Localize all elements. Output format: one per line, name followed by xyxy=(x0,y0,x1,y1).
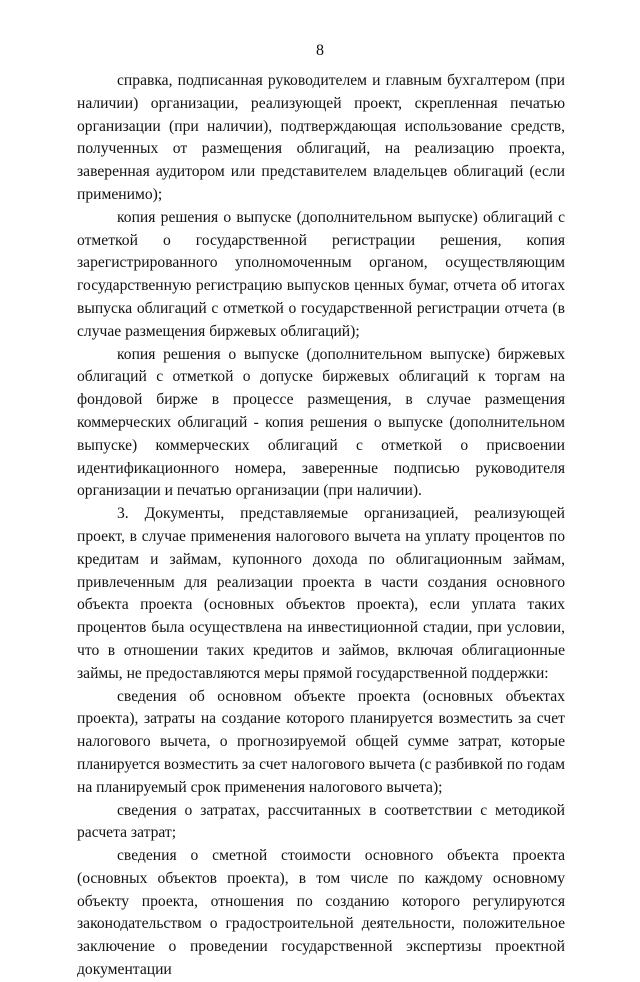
paragraph-cost-info: сведения о затратах, рассчитанных в соответствии с методикой расчета затрат; xyxy=(77,801,565,842)
page-number: 8 xyxy=(316,42,324,59)
paragraph-bond-issue-decision: копия решения о выпуске (дополнительном выпуске) облигаций с отметкой о государственной регистрации решения, копия зарегистрированного уполномоченным органом, осуществляющим государственную регистрацию выпусков ценных бумаг, отчета об итогах выпуска облигаций с отметкой о государственной регистрации отчета (в случае размещения биржевых облигаций); xyxy=(77,208,565,340)
paragraph-main-object-info: сведения об основном объекте проекта (основных объектах проекта), затраты на создание которого планируется возместить за счет налогового вычета, о прогнозируемой общей сумме затрат, которые планируется возместить за счет налогового вычета (с разбивкой по годам на планируемый срок применения налогового вычета); xyxy=(77,687,565,796)
paragraph-exchange-bonds-decision: копия решения о выпуске (дополнительном выпуске) биржевых облигаций с отметкой о допуске биржевых облигаций к торгам на фондовой бирже в процессе размещения, в случае размещения коммерческих облигаций - копия решения о выпуске (дополнительном выпуске) коммерческих облигаций с отметкой о присвоении идентификационного номера, заверенные подписью руководителя организации и печатью организации (при наличии). xyxy=(77,345,565,500)
paragraph-certificate: справка, подписанная руководителем и главным бухгалтером (при наличии) организации, реализующей проект, скрепленная печатью организации (при наличии), подтверждающая использование средств, полученных от размещения облигаций, на реализацию проекта, заверенная аудитором или представителем владельцев облигаций (если применимо); xyxy=(77,72,565,203)
document-body xyxy=(77,70,565,982)
paragraph-section-3-heading: 3. Документы, представляемые организацией, реализующей проект, в случае применения налогового вычета на уплату процентов по кредитам и займам, купонного дохода по облигационным займам, привлеченным для реализации проекта в части создания основного объекта проекта (основных объектов проекта), если уплата таких процентов была осуществлена на инвестиционной стадии, при условии, что в отношении таких кредитов и займов, включая облигационные займы, не предоставляются меры прямой государственной поддержки: xyxy=(77,505,565,682)
paragraph-estimated-cost: сведения о сметной стоимости основного объекта проекта (основных объектов проекта), в том числе по каждому основному объекту проекта, отношения по созданию которого регулируются законодательством о градостроительной деятельности, положительное заключение о проведении государственной экспертизы проектной документации xyxy=(77,847,565,979)
